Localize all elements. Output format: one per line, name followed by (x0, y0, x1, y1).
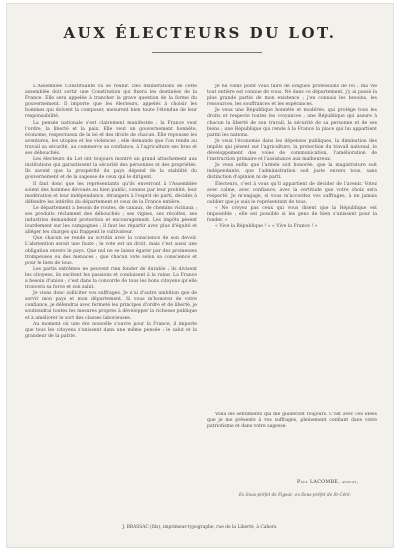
election-poster (7, 4, 393, 547)
right-column (207, 84, 377, 409)
title-divider (152, 52, 262, 53)
paragraph: Il faut donc que les représentants qu'ils enverront à l'Assemblée soient des hommes dévoués au bien public, connus par leur probité, leur modération et leur indépendance, étrangers à l'esprit de parti, décidés à défendre les intérêts du département et ceux de la France entière. (25, 181, 197, 205)
paragraph: Électeurs, c'est à vous qu'il appartient de décider de l'avenir. Votez avec calme, avec confiance, avec la certitude que votre choix sera respecté. Je m'engage, si vous m'accordez vos suffrages, à ne jamais oublier que je suis le représentant de tous. (207, 181, 377, 205)
paragraph: Je viens donc solliciter vos suffrages. Je n'ai d'autre ambition que de servir mon pays et mon département. Si vous m'honorez de votre confiance, je défendrai avec fermeté les principes d'ordre et de liberté, je soutiendrai toutes les mesures propres à développer la richesse publique et à améliorer le sort des classes laborieuses. (25, 291, 197, 321)
paragraph: Les partis extrêmes ne peuvent rien fonder de durable ; ils divisent les citoyens, ils excitent les passions et conduisent à la ruine. La France a besoin d'union ; c'est dans la concorde de tous les bons citoyens qu'elle trouvera sa force et son salut. (25, 266, 197, 291)
paragraph: L'Assemblée Constituante va se réunir. Des délibérations de cette assemblée doit sortir une Constitution qui fixera les destinées de la France. Elle sera appelée à trancher la grave question de la forme du gouvernement. Il importe que les électeurs, appelés à choisir les hommes qui doivent la composer, mesurent bien toute l'étendue de leur responsabilité. (25, 84, 197, 120)
paragraph: Au moment où une ère nouvelle s'ouvre pour la France, il importe que tous les citoyens s'unissent dans une même pensée : le salut et la grandeur de la patrie. (25, 321, 197, 339)
paragraph: Voilà les sentiments qui me guideront toujours. C'est avec ces idées que je me présente à vos suffrages, pleinement confiant dans votre patriotisme et dans votre sagesse. (207, 412, 377, 430)
paragraph: Les électeurs du Lot ont toujours montré un grand attachement aux institutions qui garantissent la sécurité des personnes et des propriétés. Ils savent que la prospérité du pays dépend de la stabilité du gouvernement et de la sagesse de ceux qui le dirigent. (25, 157, 197, 181)
paragraph: Je veux une République honnête et modérée, qui protège tous les droits et respecte toutes les croyances ; une République qui assure à chacun la liberté de son travail, la sécurité de sa personne et de ses biens ; une République qui rende à la France la place qui lui appartient parmi les nations. (207, 108, 377, 138)
paragraph: Je ne viens point vous faire de longues professions de foi ; ma vie tout entière est connue de vous. Né dans ce département, j'y ai passé la plus grande partie de mon existence ; j'en connais les besoins, les ressources, les souffrances et les espérances. (207, 84, 377, 108)
signature: Paul LACOMBE, avocat, (297, 480, 359, 485)
paragraph: Je veux l'économie dans les dépenses publiques, la diminution des impôts qui pèsent sur l'agriculture, la protection du travail national, le développement des voies de communication, l'amélioration de l'instruction primaire et l'assistance aux malheureux. (207, 138, 377, 163)
poster-title: AUX ÉLECTEURS DU LOT. (63, 24, 337, 42)
paragraph: « Ne croyez pas ceux qui vous disent que la République est impossible ; elle est possible si les gens de bien s'unissent pour la fonder. » (207, 205, 377, 224)
signature-note: Ex-Sous-préfet de Figeac, ex-Sous-préfet de St-Céré. (239, 492, 351, 497)
paragraph: Que chacun se rende au scrutin avec la conscience de son devoir. L'abstention serait une faute ; le vote est un droit, mais c'est aussi une obligation envers le pays. Que nul ne se laisse égarer par des promesses trompeuses ou des menaces ; que chacun vote selon sa conscience et pour le bien de tous. (25, 236, 197, 266)
paragraph: La pensée nationale s'est clairement manifestée : la France veut l'ordre, la liberté et la paix. Elle veut un gouvernement honnête, économe, respectueux de la loi et des droits de chacun. Elle repousse les aventures, les utopies et les violences ; elle demande que l'on rende au travail sa sécurité, au commerce sa confiance, à l'agriculture ses bras et ses débouchés. (25, 120, 197, 157)
paragraph: « Vive la République ! » « Vive la France ! » (215, 224, 318, 230)
right-column-closing (207, 412, 377, 440)
paragraph: Je veux enfin que l'armée soit honorée, que la magistrature soit indépendante, que l'administration soit juste envers tous, sans distinction d'opinion ni de parti. (207, 163, 377, 181)
paragraph: Le département a besoin de routes, de canaux, de chemins vicinaux ; ses produits réclament des débouchés ; ses vignes, ses récoltes, ses industries demandent protection et encouragement. Les impôts pèsent lourdement sur les campagnes ; il faut les répartir avec plus d'équité et alléger les charges qui frappent le cultivateur. (25, 205, 197, 236)
printer-line: J. BRASSAC (fils), imprimeur-typographe, rue de la Liberté, à Cahors. (122, 525, 278, 530)
left-column (25, 84, 197, 529)
